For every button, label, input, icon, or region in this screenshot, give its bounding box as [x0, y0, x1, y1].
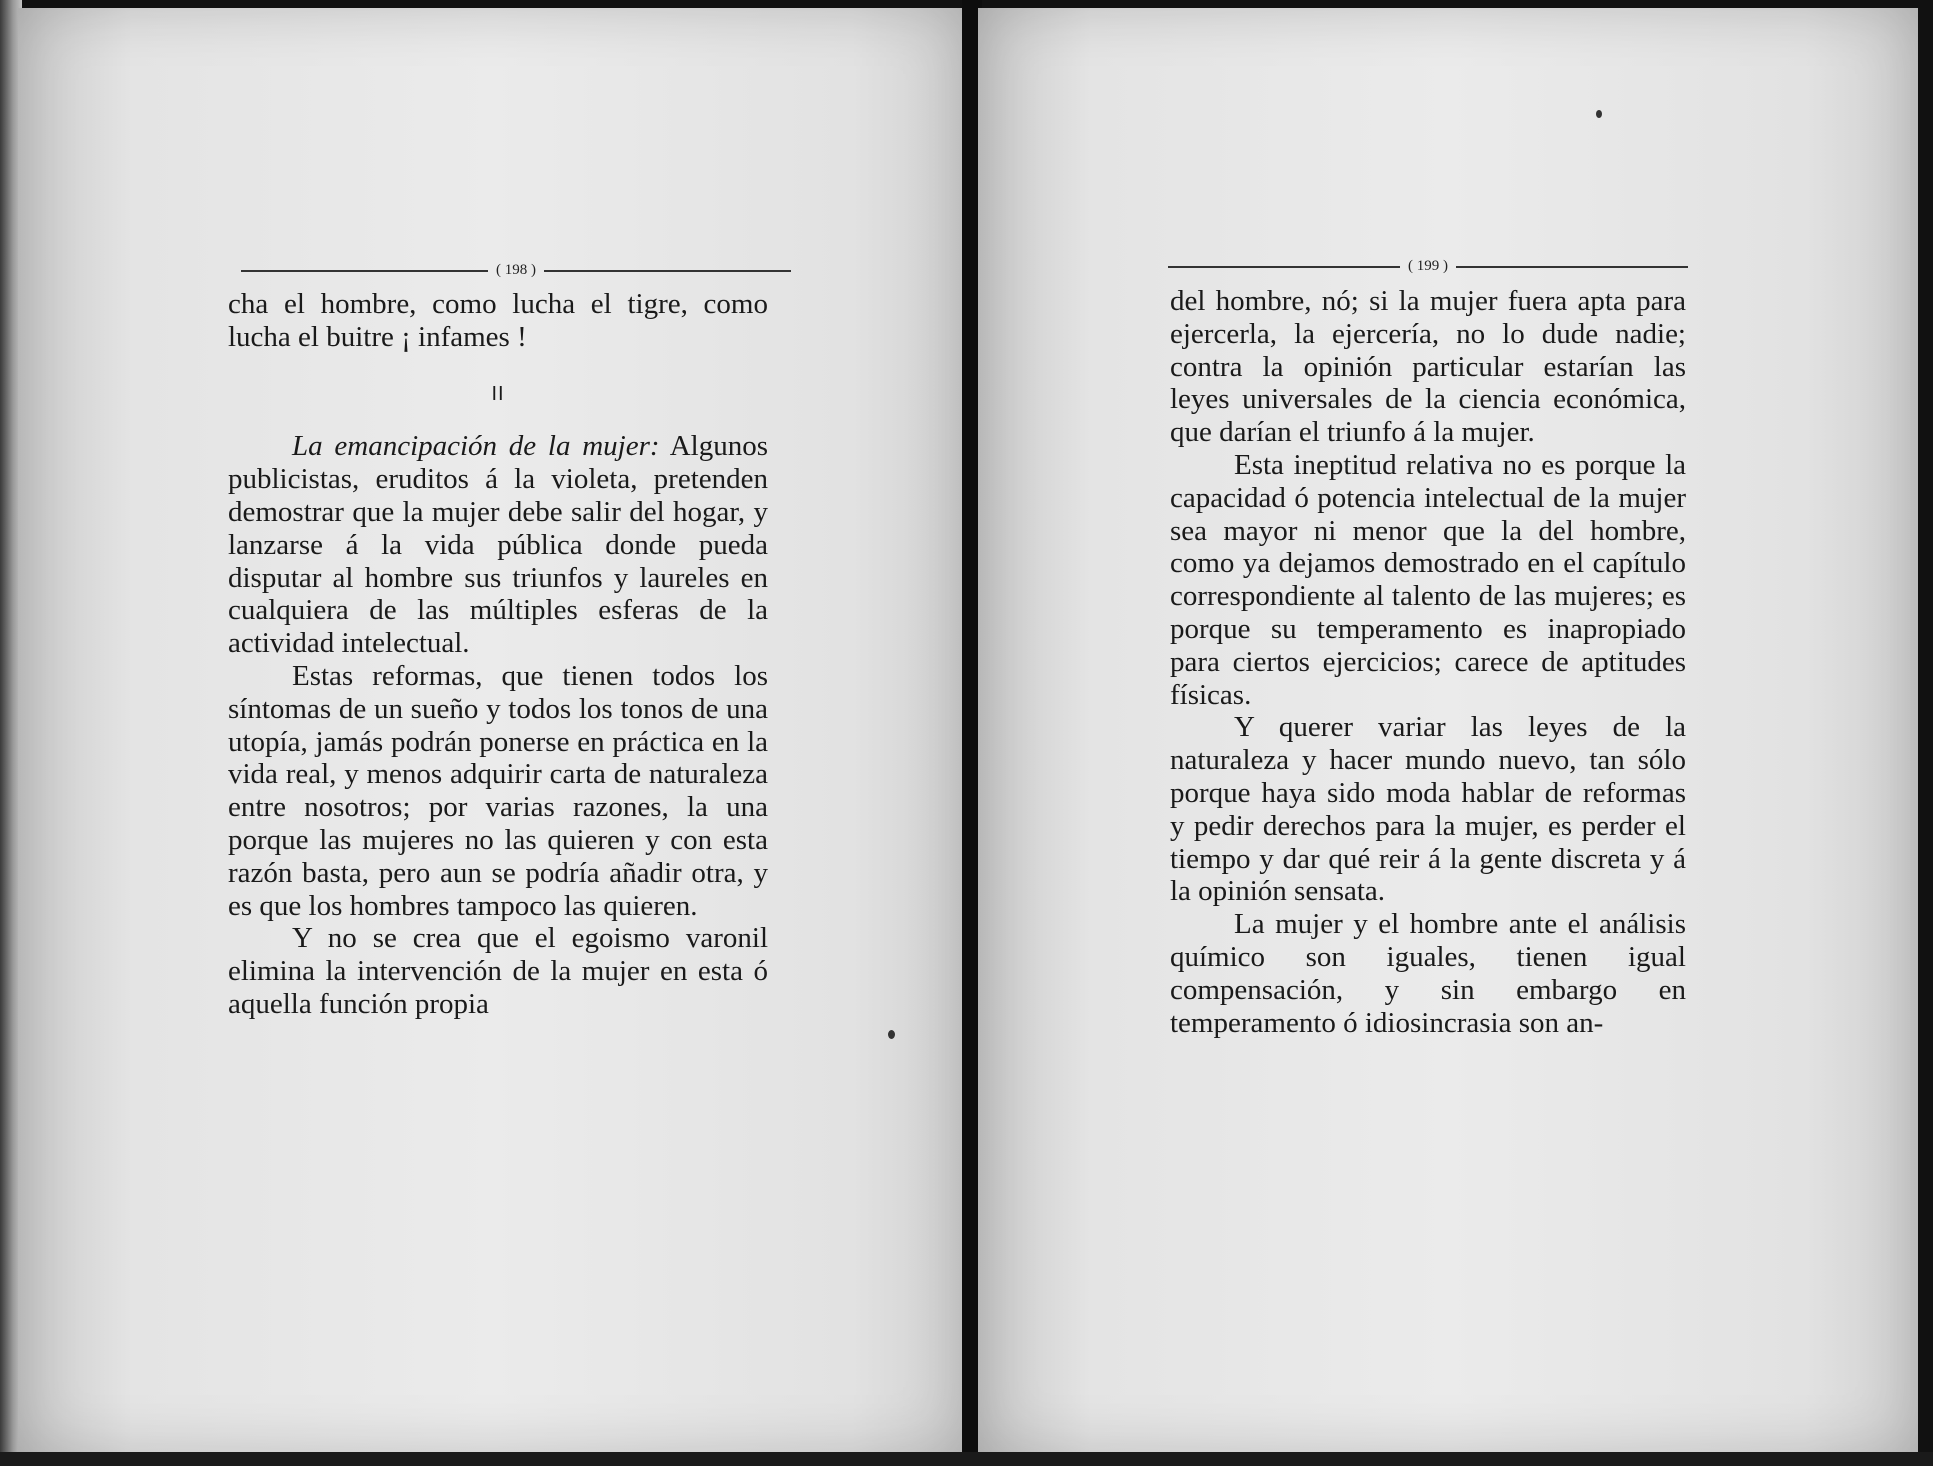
- paragraph-continuation: cha el hombre, como lucha el tigre, como lucha el buitre ¡ infames !: [228, 288, 768, 353]
- section-number: II: [491, 382, 505, 405]
- paragraph: Y no se crea que el egoismo varonil elimina la intervención de la mujer en esta ó aquella función propia: [228, 922, 768, 1020]
- left-page-header: [241, 262, 791, 279]
- right-page-header: [1168, 258, 1688, 275]
- right-page: [978, 8, 1918, 1453]
- left-page: [18, 8, 966, 1453]
- scan-bottom-edge: [0, 1452, 1933, 1466]
- paragraph: Y querer variar las leyes de la naturaleza y hacer mundo nuevo, tan sólo porque haya sido moda hablar de reformas y pedir derechos para la mujer, es perder el tiempo y dar qué reir á la gente discreta y á la opinión sensata.: [1170, 711, 1686, 908]
- left-page-text: [228, 288, 768, 1021]
- paragraph-heading-body: Algunos publicistas, eruditos á la violeta, pretenden demostrar que la mujer debe salir del hogar, y lanzarse á la vida pública donde pueda disputar al hombre sus triunfos y laureles en cualquiera de las múltiples esferas de la actividad intelectual.: [228, 430, 769, 660]
- paragraph: Estas reformas, que tienen todos los síntomas de un sueño y todos los tonos de una utopía, jamás podrán ponerse en práctica en la vida real, y menos adquirir carta de naturaleza entre nosotros; por varias razones, la una porque las mujeres no las quieren y con esta razón basta, pero aun se podría añadir otra, y es que los hombres tampoco las quieren.: [228, 659, 768, 922]
- page-number: ( 199 ): [1408, 258, 1448, 274]
- paragraph: Esta ineptitud relativa no es porque la capacidad ó potencia intelectual de la mujer sea mayor ni menor que la del hombre, como ya dejamos demostrado en el capítulo correspondiente al talento de las mujeres; es porque su temperamento es inapropiado para ciertos ejercicios; carece de aptitudes físicas.: [1170, 448, 1686, 711]
- section-heading-italic: La emancipación de la mujer:: [292, 430, 660, 463]
- ink-speck: [1596, 110, 1602, 118]
- header-rule-left: [241, 270, 488, 272]
- paragraph: La mujer y el hombre ante el análisis químico son iguales, tienen igual compensación, y sin embargo en temperamento ó idiosincrasia son an-: [1170, 908, 1686, 1039]
- right-page-text: [1170, 285, 1686, 1039]
- header-rule-right: [1456, 266, 1688, 268]
- paragraph-heading: [228, 430, 768, 660]
- page-number: ( 198 ): [496, 262, 536, 278]
- header-rule-right: [544, 270, 791, 272]
- ink-speck: [888, 1030, 895, 1039]
- header-rule-left: [1168, 266, 1400, 268]
- paragraph-continuation: del hombre, nó; si la mujer fuera apta para ejercerla, la ejercería, no lo dude nadie; contra la opinión particular estarían las leyes universales de la ciencia económica, que darían el triunfo á la mujer.: [1170, 285, 1686, 449]
